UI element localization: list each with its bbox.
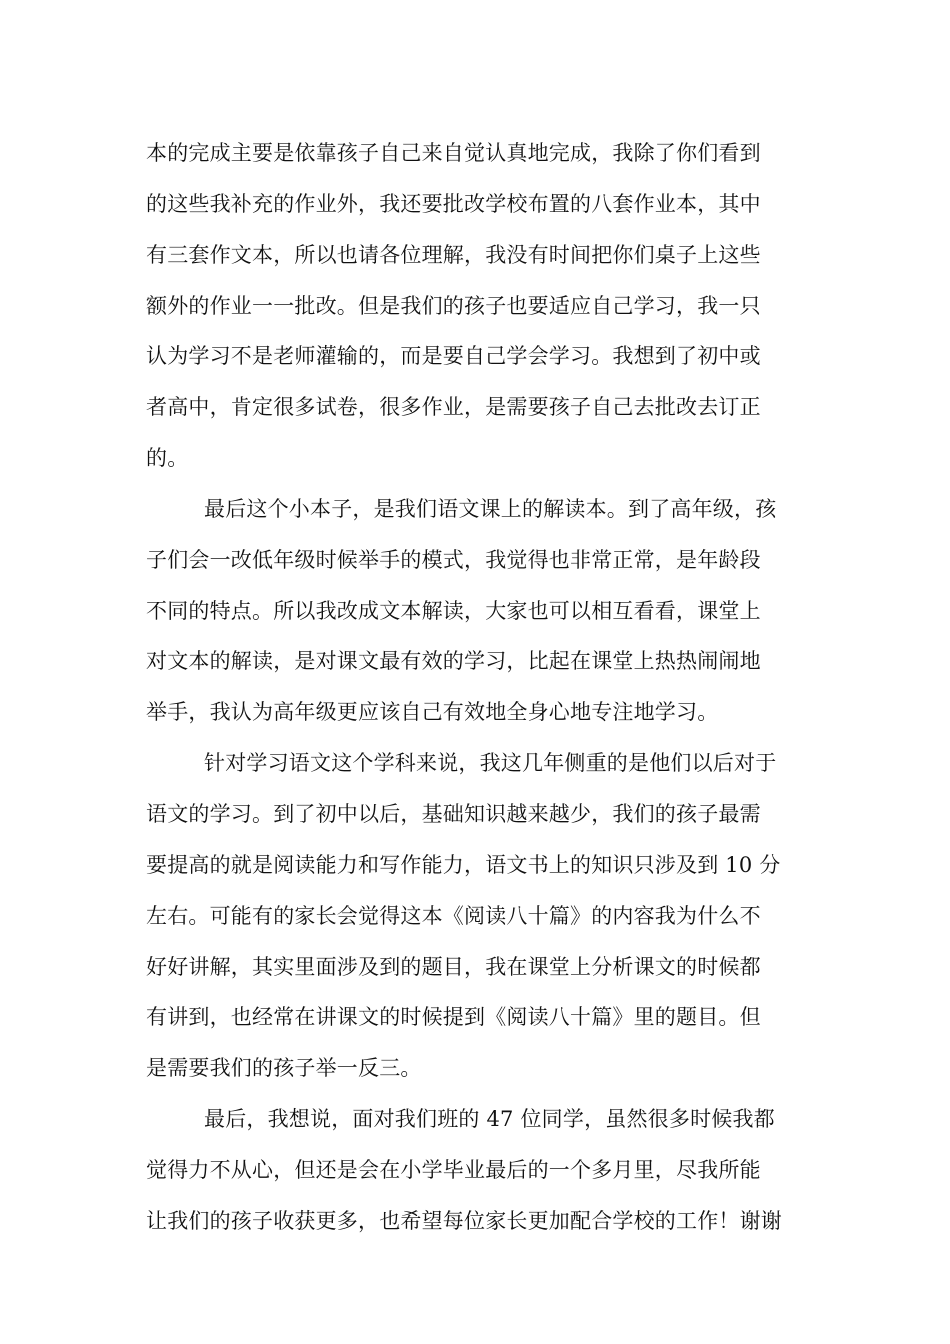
text-line: 的这些我补充的作业外，我还要批改学校布置的八套作业本，其中 [146, 191, 761, 216]
text-line: 左右。可能有的家长会觉得这本《阅读八十篇》的内容我为什么不 [146, 903, 761, 928]
text-line: 本的完成主要是依靠孩子自己来自觉认真地完成，我除了你们看到 [146, 141, 761, 165]
text-line: 有讲到，也经常在讲课文的时候提到《阅读八十篇》里的题目。但 [146, 1005, 761, 1030]
text-line: 是需要我们的孩子举一反三。 [146, 1056, 422, 1081]
text-line: 要提高的就是阅读能力和写作能力，语文书上的知识只涉及到 10 分 [146, 852, 781, 877]
text-line: 子们会一改低年级时候举手的模式，我觉得也非常正常，是年龄段 [146, 547, 761, 572]
text-line: 举手，我认为高年级更应该自己有效地全身心地专注地学习。 [146, 700, 719, 725]
text-line: 不同的特点。所以我改成文本解读，大家也可以相互看看，课堂上 [146, 598, 761, 623]
text-line: 好好讲解，其实里面涉及到的题目，我在课堂上分析课文的时候都 [146, 954, 761, 979]
body-text [146, 128, 806, 1247]
text-line: 语文的学习。到了初中以后，基础知识越来越少，我们的孩子最需 [146, 801, 761, 826]
text-line: 者高中，肯定很多试卷，很多作业，是需要孩子自己去批改去订正 [146, 395, 761, 420]
text-line: 的。 [146, 446, 189, 471]
paragraph-first-line: 最后，我想说，面对我们班的 47 位同学，虽然很多时候我都 [204, 1107, 775, 1132]
text-line: 让我们的孩子收获更多，也希望每位家长更加配合学校的工作！谢谢 [146, 1208, 782, 1233]
paragraph-first-line: 针对学习语文这个学科来说，我这几年侧重的是他们以后对于 [204, 751, 777, 776]
text-line: 觉得力不从心，但还是会在小学毕业最后的一个多月里，尽我所能 [146, 1157, 761, 1182]
text-line: 有三套作文本，所以也请各位理解，我没有时间把你们桌子上这些 [146, 242, 761, 267]
text-line: 认为学习不是老师灌输的，而是要自己学会学习。我想到了初中或 [146, 344, 761, 369]
paragraph-first-line: 最后这个小本子，是我们语文课上的解读本。到了高年级，孩 [204, 496, 777, 521]
text-line: 对文本的解读，是对课文最有效的学习，比起在课堂上热热闹闹地 [146, 649, 761, 674]
text-line: 额外的作业一一批改。但是我们的孩子也要适应自己学习，我一只 [146, 293, 761, 318]
